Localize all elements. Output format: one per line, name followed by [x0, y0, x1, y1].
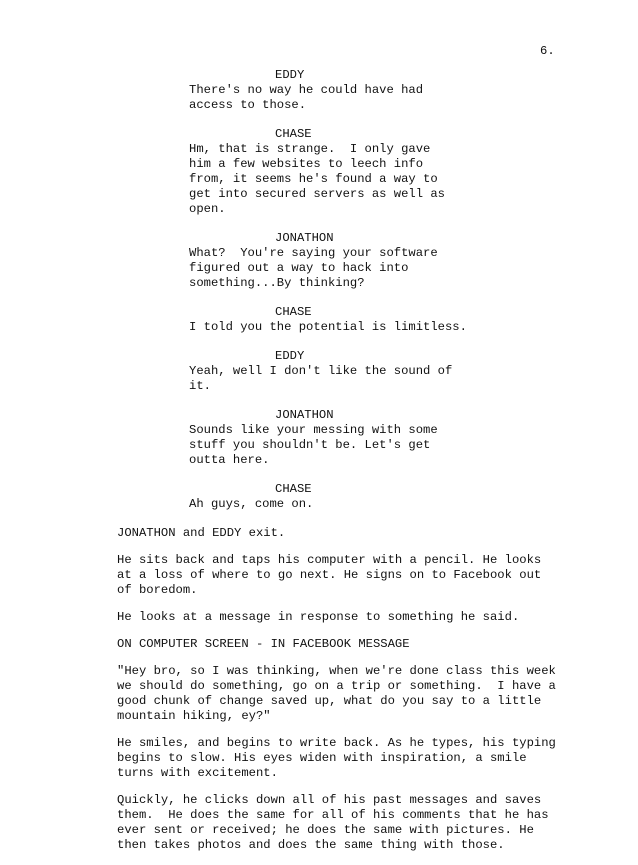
dialogue-line: something...By thinking? [189, 276, 365, 290]
action-line: He sits back and taps his computer with a pencil. He looks [117, 553, 542, 567]
action-paragraph [117, 664, 587, 724]
action-paragraph [117, 610, 587, 625]
dialogue-line: figured out a way to hack into [189, 261, 409, 275]
action-line: them. He does the same for all of his comments that he has [117, 808, 549, 822]
dialogue-line: get into secured servers as well as [189, 187, 445, 201]
dialogue-block [117, 408, 587, 468]
character-name: CHASE [275, 305, 312, 319]
action-paragraph [117, 736, 587, 781]
dialogue-block [117, 482, 587, 512]
dialogue-line: What? You're saying your software [189, 246, 438, 260]
dialogue-line: it. [189, 379, 211, 393]
dialogue-line: Hm, that is strange. I only gave [189, 142, 431, 156]
action-line: begins to slow. His eyes widen with inspiration, a smile [117, 751, 527, 765]
character-name: JONATHON [275, 408, 334, 422]
dialogue-line: Yeah, well I don't like the sound of [189, 364, 453, 378]
action-line: turns with excitement. [117, 766, 278, 780]
action-paragraph [117, 637, 587, 652]
dialogue-block [117, 231, 587, 291]
dialogue-line: Ah guys, come on. [189, 497, 314, 511]
action-paragraph [117, 793, 587, 853]
action-line: Quickly, he clicks down all of his past messages and saves [117, 793, 542, 807]
action-line: He looks at a message in response to something he said. [117, 610, 520, 624]
dialogue-line: Sounds like your messing with some [189, 423, 438, 437]
character-name: CHASE [275, 482, 312, 496]
dialogue-block [117, 127, 587, 217]
script-content [117, 68, 587, 865]
action-line: ever sent or received; he does the same with pictures. He [117, 823, 534, 837]
dialogue-line: I told you the potential is limitless. [189, 320, 467, 334]
character-name: EDDY [275, 349, 305, 363]
action-line: of boredom. [117, 583, 198, 597]
dialogue-block [117, 305, 587, 335]
dialogue-line: open. [189, 202, 226, 216]
dialogue-line: him a few websites to leech info [189, 157, 424, 171]
character-name: EDDY [275, 68, 305, 82]
action-line: good chunk of change saved up, what do you say to a little [117, 694, 542, 708]
dialogue-line: outta here. [189, 453, 270, 467]
page-number: 6. [540, 44, 555, 58]
dialogue-block [117, 68, 587, 113]
dialogue-line: stuff you shouldn't be. Let's get [189, 438, 431, 452]
action-section [117, 526, 587, 853]
action-paragraph [117, 553, 587, 598]
action-line: He smiles, and begins to write back. As he types, his typing [117, 736, 556, 750]
dialogue-line: There's no way he could have had [189, 83, 424, 97]
dialogue-line: from, it seems he's found a way to [189, 172, 438, 186]
action-line: ON COMPUTER SCREEN - IN FACEBOOK MESSAGE [117, 637, 410, 651]
action-line: then takes photos and does the same thing with those. [117, 838, 505, 852]
character-name: CHASE [275, 127, 312, 141]
action-paragraph [117, 526, 587, 541]
character-name: JONATHON [275, 231, 334, 245]
action-line: JONATHON and EDDY exit. [117, 526, 286, 540]
action-line: "Hey bro, so I was thinking, when we're done class this week [117, 664, 556, 678]
dialogue-line: access to those. [189, 98, 307, 112]
action-line: mountain hiking, ey?" [117, 709, 271, 723]
dialogue-section [117, 68, 587, 512]
action-line: we should do something, go on a trip or something. I have a [117, 679, 556, 693]
dialogue-block [117, 349, 587, 394]
action-line: at a loss of where to go next. He signs on to Facebook out [117, 568, 542, 582]
